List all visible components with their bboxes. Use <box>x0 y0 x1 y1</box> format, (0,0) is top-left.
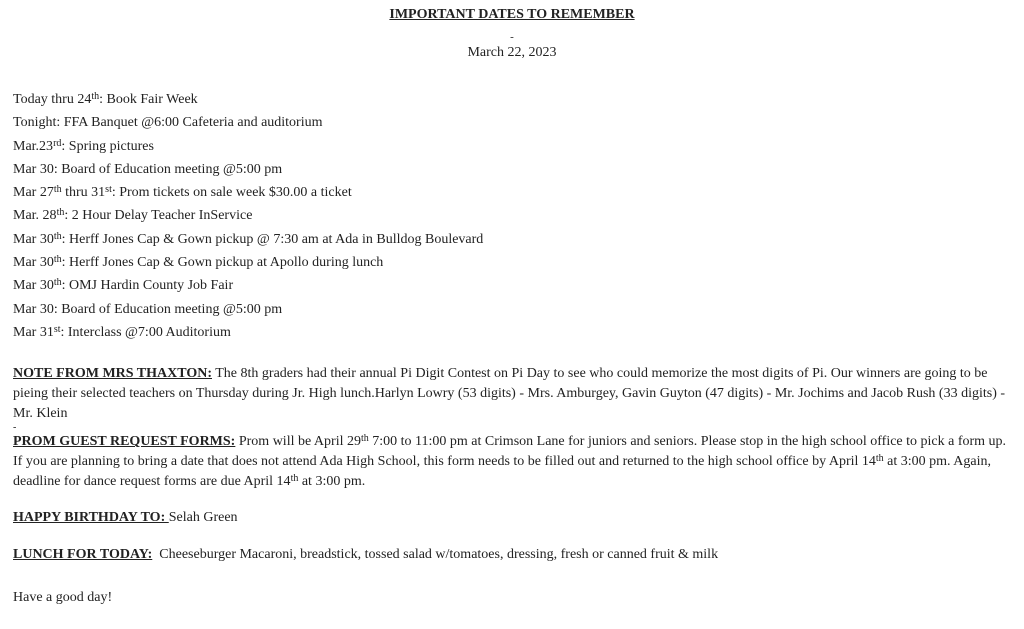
date-item: Mar.23rd: Spring pictures <box>13 137 154 154</box>
note-label: NOTE FROM MRS THAXTON: <box>13 366 212 382</box>
date-item: Tonight: FFA Banquet @6:00 Cafeteria and auditorium <box>13 115 323 131</box>
date-item: Mar 30th: OMJ Hardin County Job Fair <box>13 277 234 294</box>
note-dash: - <box>13 422 17 434</box>
lunch-paragraph <box>13 545 1011 565</box>
dates-list <box>13 88 1011 344</box>
note-text: The 8th graders had their annual Pi Digit Contest on Pi Day to see who could memorize the most digits of Pi. Our winners are going to be pieing their selected teachers on Thursday during Jr. High lunch.Harlyn Lowry (53 digits) - Mrs. Amburgey, Gavin Guyton (47 digits) - Mr. Jochims and Jacob Rush (33 digits) - Mr. Klein <box>13 366 1006 422</box>
date-item: Mar 30th: Herff Jones Cap & Gown pickup at Apollo during lunch <box>13 254 384 271</box>
prom-label: PROM GUEST REQUEST FORMS: <box>13 434 236 450</box>
announcement-page <box>0 5 1024 629</box>
date-item: Mar. 28th: 2 Hour Delay Teacher InService <box>13 207 253 224</box>
date-item: Mar 31st: Interclass @7:00 Auditorium <box>13 323 231 340</box>
date-item: Mar 30th: Herff Jones Cap & Gown pickup @ 7:30 am at Ada in Bulldog Boulevard <box>13 230 484 247</box>
prom-paragraph: PROM GUEST REQUEST FORMS: Prom will be April 29th 7:00 to 11:00 pm at Crimson Lane for juniors and seniors. Please stop in the high school office to pick a form up. If you are planning to bring a date that does not attend Ada High School, this form needs to be filled out and returned to the high school office by April 14th at 3:00 pm. Again, deadline for dance request forms are due April 14th at 3:00 pm. <box>13 433 1007 490</box>
closing-line: Have a good day! <box>13 590 113 606</box>
page-title: IMPORTANT DATES TO REMEMBER <box>389 7 635 22</box>
birthday-label: HAPPY BIRTHDAY TO: <box>13 510 169 526</box>
birthday-paragraph <box>13 508 1011 528</box>
date-item: Mar 30: Board of Education meeting @5:00 pm <box>13 161 283 177</box>
date-item: Today thru 24th: Book Fair Week <box>13 91 198 107</box>
date-item: Mar 27th thru 31st: Prom tickets on sale week $30.00 a ticket <box>13 184 352 201</box>
lunch-label: LUNCH FOR TODAY: <box>13 547 153 563</box>
lunch-text: Cheeseburger Macaroni, breadstick, tossed salad w/tomatoes, dressing, fresh or canned fruit & milk <box>152 547 719 563</box>
title-dash: - <box>510 31 514 43</box>
announcement-date: March 22, 2023 <box>467 45 557 60</box>
birthday-name: Selah Green <box>168 510 238 526</box>
note-paragraph <box>13 364 1011 424</box>
date-item: Mar 30: Board of Education meeting @5:00 pm <box>13 301 283 317</box>
